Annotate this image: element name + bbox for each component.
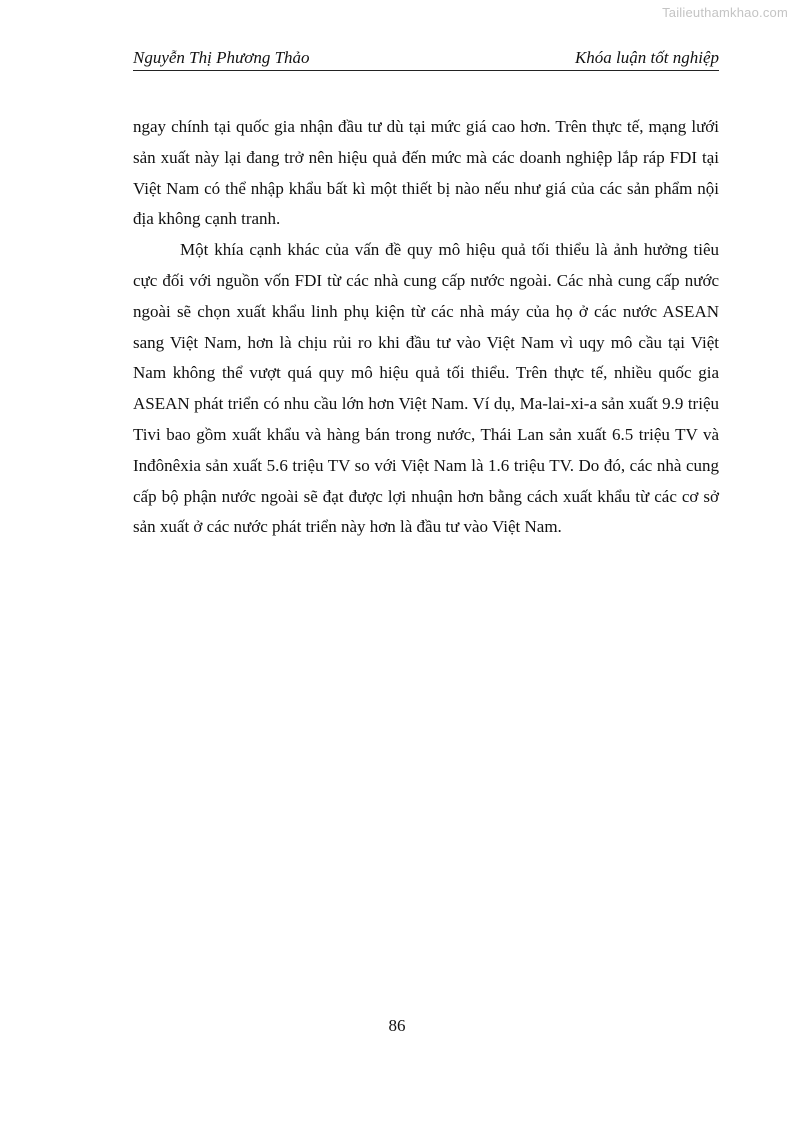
page-number: 86 xyxy=(388,1016,406,1035)
paragraph: Một khía cạnh khác của vấn đề quy mô hiệu quả tối thiểu là ảnh hưởng tiêu cực đối với nguồn vốn FDI từ các nhà cung cấp nước ngoài. Các nhà cung cấp nước ngoài sẽ chọn xuất khẩu linh phụ kiện từ các nhà máy của họ ở các nước ASEAN sang Việt Nam, hơn là chịu rủi ro khi đầu tư vào Việt Nam vì uqy mô cầu tại Việt Nam không thể vượt quá quy mô hiệu quả tối thiểu. Trên thực tế, nhiều quốc gia ASEAN phát triển có nhu cầu lớn hơn Việt Nam. Ví dụ, Ma-lai-xi-a sản xuất 9.9 triệu Tivi bao gồm xuất khẩu và hàng bán trong nước, Thái Lan sản xuất 6.5 triệu TV và Inđônêxia sản xuất 5.6 triệu TV so với Việt Nam là 1.6 triệu TV. Do đó, các nhà cung cấp bộ phận nước ngoài sẽ đạt được lợi nhuận hơn bằng cách xuất khẩu từ các cơ sở sản xuất ở các nước phát triển này hơn là đầu tư vào Việt Nam. xyxy=(133,240,719,537)
paragraph-continued: ngay chính tại quốc gia nhận đầu tư dù tại mức giá cao hơn. Trên thực tế, mạng lưới sản xuất này lại đang trở nên hiệu quả đến mức mà các doanh nghiệp lắp ráp FDI tại Việt Nam có thể nhập khẩu bất kì một thiết bị nào nếu như giá của các sản phẩm nội địa không cạnh tranh. xyxy=(133,117,719,229)
watermark-text: Tailieuthamkhao.com xyxy=(662,5,788,20)
header-document-type: Khóa luận tốt nghiệp xyxy=(574,48,719,67)
running-header xyxy=(133,48,719,71)
body-text xyxy=(133,112,719,543)
header-author: Nguyễn Thị Phương Thảo xyxy=(133,48,310,67)
